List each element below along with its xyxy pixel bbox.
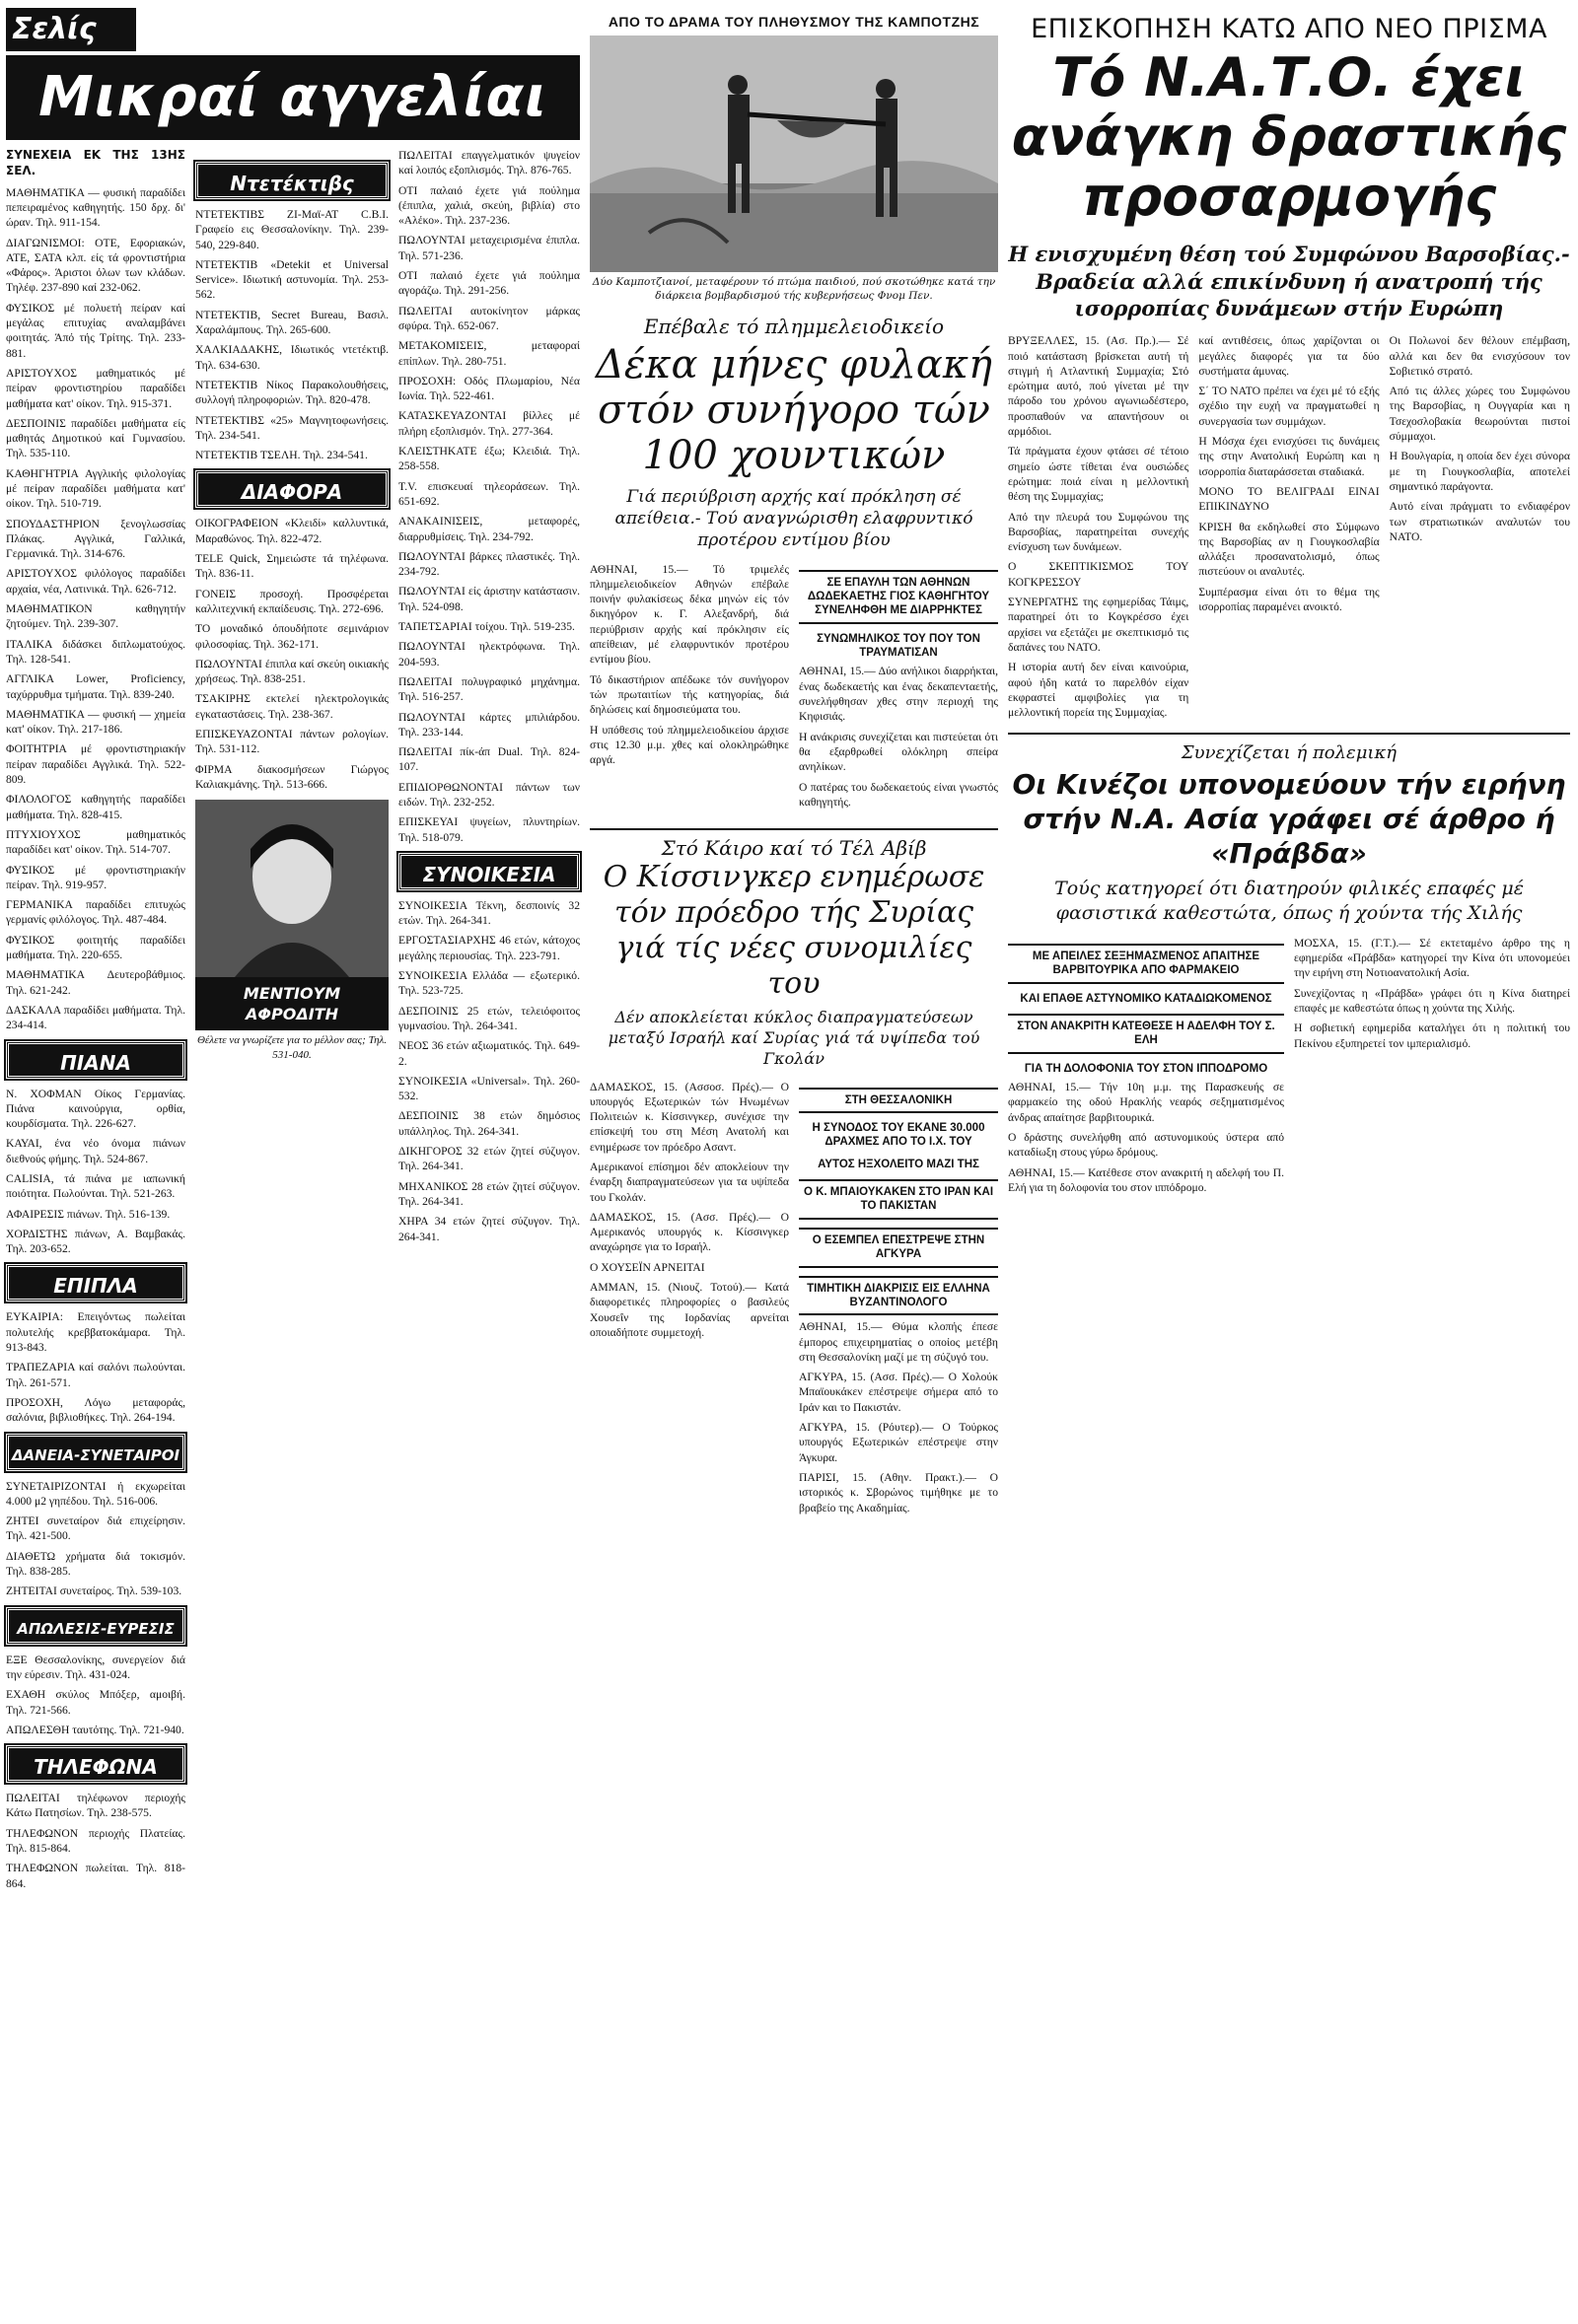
text-paragraph: ΑΝΑΚΑΙΝΙΣΕΙΣ, μεταφορές, διαρρυθμίσεις. Τηλ. 234-792. bbox=[398, 515, 580, 543]
text-paragraph: ΣΥΝΕΡΓΑΤΗΣ της εφημερίδας Τάιμς, παρατηρεί ότι το Κογκρέσσο έχει αρχίσει να εξετάζει με σκεπτικισμό τις δαπάνες του ΝΑΤΟ. bbox=[1008, 596, 1189, 654]
article-deck: Δέν αποκλείεται κύκλος διαπραγματεύσεων μεταξύ Ισραήλ καί Συρίας γιά τά υψίπεδα τού Γκολάν bbox=[608, 1008, 980, 1068]
text-paragraph: ΕΠΙΣΚΕΥΑΙ ψυγείων, πλυντηρίων. Τηλ. 518-079. bbox=[398, 815, 580, 844]
text-paragraph: ΔΑΣΚΑΛΑ παραδίδει μαθήματα. Τηλ. 234-414. bbox=[6, 1003, 185, 1032]
article-body bbox=[1294, 936, 1570, 1200]
text-paragraph: CALISIA, τά πιάνα με ιαπωνική ποιότητα. Πωλούνται. Τηλ. 521-263. bbox=[6, 1171, 185, 1201]
box-subheadline: ΑΥΤΟΣ ΗΞΧΟΛΕΙΤΟ ΜΑΖΙ ΤΗΣ bbox=[818, 1158, 979, 1170]
text-paragraph: ΔΕΣΠΟΙΝΙΣ παραδίδει μαθήματα είς μαθητάς Δημοτικού καί Γυμνασίου. Τηλ. 535-110. bbox=[6, 416, 185, 460]
text-paragraph: ΕΠΙΔΙΟΡΘΩΝΟΝΤΑΙ πάντων των ειδών. Τηλ. 232-252. bbox=[398, 780, 580, 809]
section-header-piana: ΠΙΑΝΑ bbox=[6, 1041, 185, 1079]
text-paragraph: ΠΩΛΟΥΝΤΑΙ είς άριστην κατάστασιν. Τηλ. 524-098. bbox=[398, 585, 580, 613]
china-headline: Οι Κινέζοι υπονομεύουν τήν ειρήνη στήν Ν.Α. Ασία γράφει σέ άρθρο ή «Πράβδα» bbox=[1012, 768, 1566, 871]
text-paragraph: Τά πράγματα έχουν φτάσει σέ τέτοιο σημείο ώστε τίθεται ένα ουσιώδες ερώτημα: ποιά είναι η μελλοντική θέση της Συμμαχίας; bbox=[1008, 445, 1189, 504]
article-kicker: Συνεχίζεται ή πολεμική bbox=[1181, 742, 1398, 764]
text-paragraph: Ν. ΧΟΦΜΑΝ Οίκος Γερμανίας. Πιάνα καινούργια, ορθία, κουρδίσματα. Τηλ. 226-627. bbox=[6, 1087, 185, 1131]
text-paragraph: ΔΑΜΑΣΚΟΣ, 15. (Ασσοσ. Πρές).— Ο υπουργός Εξωτερικών τών Ηνωμένων Πολιτειών κ. Κίσσινγκερ, συνέχισε την επίσκεψή του στη Μέση Ανατολή και ενημέρωσε τον πρόεδρο Ασαντ. bbox=[590, 1080, 789, 1154]
photo-caption: Δύο Καμποτζιανοί, μεταφέρουν τό πτώμα παιδιού, πού σκοτώθηκε κατά την διάρκεια βομβαρδισμού τής κυβερνήσεως Φνομ Πεν. bbox=[592, 276, 996, 302]
ads-list bbox=[6, 1479, 185, 1599]
text-paragraph: Συνεχίζοντας η «Πράβδα» γράφει ότι η Κίνα διατηρεί επαφές με καθεστώτα όπως η χούντα της Χιλής. bbox=[1294, 986, 1570, 1015]
text-paragraph: ΑΘΗΝΑΙ, 15.— Τήν 10η μ.μ. της Παρασκευής σε φαρμακείο της οδού Ηρακλής νεαρός σεξηματισμένος άνδρας απαίτησε βαρβιτουρικά. bbox=[1008, 1081, 1284, 1124]
text-paragraph: Η Βουλγαρία, η οποία δεν έχει σύνορα με τη Γιουγκοσλαβία, αποτελεί σημαντικό παράγοντα. bbox=[1389, 450, 1570, 493]
ads-list bbox=[6, 1087, 185, 1257]
article-body bbox=[1008, 1080, 1284, 1195]
article-body bbox=[799, 664, 998, 810]
text-paragraph: ΑΓΚΥΡΑ, 15. (Ρόυτερ).— Ο Τούρκος υπουργός Εξωτερικών επέστρεψε στην Άγκυρα. bbox=[799, 1421, 998, 1464]
text-paragraph: ΧΑΛΚΙΑΔΑΚΗΣ, Ιδιωτικός ντετέκτιβ. Τηλ. 634-630. bbox=[195, 343, 389, 372]
text-paragraph: ΑΜΜΑΝ, 15. (Νιουζ. Τοτού).— Κατά διαφορετικές πληροφορίες ο βασιλεύς Χουσεΐν της Ιορδανίας αρνείται οποιαδήποτε συμμετοχή. bbox=[590, 1281, 789, 1339]
box-headline: Ο Κ. ΜΠΑΙΟΥΚΑΚΕΝ ΣΤΟ ΙΡΑΝ ΚΑΙ ΤΟ ΠΑΚΙΣΤΑΝ bbox=[799, 1179, 998, 1220]
article-body bbox=[1390, 333, 1570, 725]
text-paragraph: ΠΩΛΕΙΤΑΙ τηλέφωνον περιοχής Κάτω Πατησίων. Τηλ. 238-575. bbox=[6, 1792, 185, 1820]
ads-list bbox=[398, 148, 580, 845]
text-paragraph: ΦΟΙΤΗΤΡΙΑ μέ φροντιστηριακήν πείραν παραδίδει Αγγλικά. Τηλ. 522-809. bbox=[6, 742, 185, 787]
text-paragraph: ΔΙΑΓΩΝΙΣΜΟΙ: ΟΤΕ, Εφοριακών, ΑΤΕ, ΣΑΤΑ κλπ. είς τά φροντιστήρια «Φάρος». Άριστοι όλων των κλάδων. Τηλέφ. 237-890 καί 232-062. bbox=[6, 236, 185, 295]
text-paragraph: ΣΥΝΕΤΑΙΡΙΖΟΝΤΑΙ ή εκχωρείται 4.000 μ2 γηπέδου. Τηλ. 516-006. bbox=[6, 1479, 185, 1508]
text-paragraph: ΑΓΚΥΡΑ, 15. (Ασσ. Πρές).— Ο Χολούκ Μπαϊουκάκεν επέστρεψε σήμερα από το Ιράν και το Πακιστάν. bbox=[799, 1371, 998, 1414]
box-headline: ΤΙΜΗΤΙΚΗ ΔΙΑΚΡΙΣΙΣ ΕΙΣ ΕΛΛΗΝΑ ΒΥΖΑΝΤΙΝΟΛΟΓΟ bbox=[799, 1276, 998, 1316]
text-paragraph: ΝΤΕΤΕΚΤΙΒ ΤΣΕΛΗ. Τηλ. 234-541. bbox=[195, 449, 368, 462]
text-paragraph: ΣΥΝΟΙΚΕΣΙΑ Ελλάδα — εξωτερικό. Τηλ. 523-725. bbox=[398, 969, 580, 998]
text-paragraph: ΠΩΛΟΥΝΤΑΙ έπιπλα καί σκεύη οικιακής χρήσεως. Τηλ. 838-251. bbox=[195, 657, 389, 686]
text-paragraph: ΚΑΤΑΣΚΕΥΑΖΟΝΤΑΙ βίλλες μέ πλήρη εξοπλισμόν. Τηλ. 277-364. bbox=[398, 409, 580, 438]
text-paragraph: ΠΤΥΧΙΟΥΧΟΣ μαθηματικός παραδίδει κατ' οίκον. Τηλ. 514-707. bbox=[6, 827, 185, 857]
text-paragraph: ΠΩΛΟΥΝΤΑΙ ηλεκτρόφωνα. Τηλ. 204-593. bbox=[398, 640, 580, 669]
ads-list bbox=[6, 1309, 185, 1425]
text-paragraph: ΤΟ μοναδικό όπουδήποτε σεμινάριον φιλοσοφίας. Τηλ. 362-171. bbox=[195, 622, 389, 651]
text-paragraph: ΠΩΛΟΥΝΤΑΙ βάρκες πλαστικές. Τηλ. 234-792. bbox=[398, 549, 580, 579]
section-header-tilefona: ΤΗΛΕΦΩΝΑ bbox=[6, 1745, 185, 1783]
text-paragraph: Ο ΣΚΕΠΤΙΚΙΣΜΟΣ ΤΟΥ ΚΟΓΚΡΕΣΣΟΥ bbox=[1008, 560, 1189, 589]
text-paragraph: ΤΡΑΠΕΖΑΡΙΑ καί σαλόνι πωλούνται. Τηλ. 261-571. bbox=[6, 1361, 185, 1389]
center-column bbox=[590, 14, 998, 1520]
article-body bbox=[1198, 333, 1379, 725]
box-subheadline: ΣΥΝΩΜΗΛΙΚΟΣ ΤΟΥ ΠΟΥ ΤΟΝ ΤΡΑΥΜΑΤΙΣΑΝ bbox=[817, 632, 980, 660]
ads-list bbox=[6, 185, 185, 1033]
article-headline: Δέκα μήνες φυλακή στόν συνήγορο τών 100 χουντικών bbox=[595, 342, 993, 479]
text-paragraph: ΜΑΘΗΜΑΤΙΚΑ — φυσική — χημεία κατ' οίκον. Τηλ. 217-186. bbox=[6, 707, 185, 737]
text-paragraph: ΠΩΛΕΙΤΑΙ επαγγελματικόν ψυγείον καί λοιπός εξοπλισμός. Τηλ. 876-765. bbox=[398, 149, 580, 177]
text-paragraph: καί αντιθέσεις, όπως χαρίζονται οι μεγάλες διαφορές για τα δύο συστήματα άμυνας. bbox=[1198, 334, 1380, 378]
article-kicker: Στό Κάιρο καί τό Τέλ Αβίβ bbox=[590, 828, 998, 860]
text-paragraph: Αμερικανοί επίσημοι δέν αποκλείουν την έναρξη διαπραγματεύσεων για τα υψίπεδα του Γκολάν. bbox=[590, 1160, 789, 1204]
text-paragraph: ΟΤΙ παλαιό έχετε γιά πούλημα αγοράζω. Τηλ. 291-256. bbox=[398, 269, 580, 298]
box-subheadline: ΚΑΙ ΕΠΑΘΕ ΑΣΤΥΝΟΜΙΚΟ ΚΑΤΑΔΙΩΚΟΜΕΝΟΣ bbox=[1020, 992, 1272, 1005]
box-headline: ΣΤΗ ΘΕΣΣΑΛΟΝΙΚΗ bbox=[799, 1088, 998, 1113]
cambodia-scene-icon bbox=[590, 35, 998, 272]
section-header-diafora: ΔΙΑΦΟΡΑ bbox=[195, 470, 389, 508]
text-paragraph: ΜΑΘΗΜΑΤΙΚΑ — φυσική παραδίδει πεπειραμένος καθηγητής. 150 δρχ. δι' ώραν. Τηλ. 911-154. bbox=[6, 185, 185, 230]
portrait-silhouette-icon bbox=[195, 800, 389, 977]
text-paragraph: ΜΟΝΟ ΤΟ ΒΕΛΙΓΡΑΔΙ ΕΙΝΑΙ ΕΠΙΚΙΝΔΥΝΟ bbox=[1198, 484, 1380, 514]
text-paragraph: ΕΞΕ Θεσσαλονίκης, συνεργείον διά την εύρεσιν. Τηλ. 431-024. bbox=[6, 1653, 185, 1681]
classifieds-banner: Μικραί αγγελίαι bbox=[6, 55, 580, 140]
ads-list bbox=[6, 1791, 185, 1891]
text-paragraph: ΚΛΕΙΣΤΗΚΑΤΕ έξω; Κλειδιά. Τηλ. 258-558. bbox=[398, 445, 580, 473]
photo-headline: ΑΠΟ ΤΟ ΔΡΑΜΑ ΤΟΥ ΠΛΗΘΥΣΜΟΥ ΤΗΣ ΚΑΜΠΟΤΖΗΣ bbox=[608, 14, 980, 30]
text-paragraph: ΝΤΕΤΕΚΤΙΒΣ ΖΙ-Μαϊ-ΑΤ C.B.I. Γραφείο εις Θεσσαλονίκην. Τηλ. 239-540, 229-840. bbox=[195, 208, 389, 251]
text-paragraph: ΑΦΑΙΡΕΣΙΣ πιάνων. Τηλ. 516-139. bbox=[6, 1207, 171, 1221]
text-paragraph: ΤΣΑΚΙΡΗΣ εκτελεί ηλεκτρολογικάς εγκαταστάσεις. Τηλ. 238-367. bbox=[195, 692, 389, 721]
text-paragraph: ΦΙΡΜΑ διακοσμήσεων Γιώργος Καλιακμάνης. Τηλ. 513-666. bbox=[195, 762, 389, 791]
box-headline: ΣΕ ΕΠΑΥΛΗ ΤΩΝ ΑΘΗΝΩΝ ΔΩΔΕΚΑΕΤΗΣ ΓΙΟΣ ΚΑΘΗΓΗΤΟΥ ΣΥΝΕΛΗΦΘΗ ΜΕ ΔΙΑΡΡΗΚΤΕΣ bbox=[799, 570, 998, 624]
box-headline: ΣΤΟΝ ΑΝΑΚΡΙΤΗ ΚΑΤΕΘΕΣΕ Η ΑΔΕΛΦΗ ΤΟΥ Σ. ΕΛΗ bbox=[1008, 1014, 1284, 1054]
article-body bbox=[799, 1319, 998, 1515]
ads-list bbox=[195, 516, 389, 792]
text-paragraph: ΓΕΡΜΑΝΙΚΑ παραδίδει επιτυχώς γερμανίς φιλόλογος. Τηλ. 487-484. bbox=[6, 898, 185, 927]
text-paragraph: Η ιστορία αυτή δεν είναι καινούρια, αφού ήδη κατά το παρελθόν είχαν εκφραστεί αμφιβολίες για τη μελλοντική πορεία της Συμμαχίας. bbox=[1008, 661, 1189, 720]
box-headline: ΜΕ ΑΠΕΙΛΕΣ ΣΕΞΗΜΑΣΜΕΝΟΣ ΑΠΑΙΤΗΣΕ ΒΑΡΒΙΤΟΥΡΙΚΑ ΑΠΟ ΦΑΡΜΑΚΕΙΟ bbox=[1008, 944, 1284, 984]
text-paragraph: ΠΩΛΕΙΤΑΙ πολυγραφικό μηχάνημα. Τηλ. 516-257. bbox=[398, 674, 580, 704]
text-paragraph: Συμπέρασμα είναι ότι το θέμα της ισορροπίας παραμένει ανοικτό. bbox=[1198, 585, 1380, 614]
text-paragraph: ΜΑΘΗΜΑΤΙΚΟΝ καθηγητήν ζητούμεν. Τηλ. 239-307. bbox=[6, 602, 185, 631]
text-paragraph: Από την πλευρά του Συμφώνου της Βαρσοβίας, παρατηρείται συνεχής ενίσχυση των δυνάμεων. bbox=[1008, 510, 1189, 554]
text-paragraph: ΠΑΡΙΣΙ, 15. (Αθην. Πρακτ.).— Ο ιστορικός κ. Σβορώνος τιμήθηκε με το βραβείο της Ακαδημίας. bbox=[799, 1470, 998, 1514]
cambodia-photo bbox=[590, 35, 998, 272]
text-paragraph: Οι Πολωνοί δεν θέλουν επέμβαση, αλλά και δεν θα ενισχύσουν τον Σοβιετικό στρατό. bbox=[1389, 334, 1570, 378]
text-paragraph: ΑΠΩΛΕΣΘΗ ταυτότης. Τηλ. 721-940. bbox=[6, 1723, 184, 1736]
nato-deck: Η ενισχυμένη θέση τού Συμφώνου Βαρσοβίας.- Βραδεία αλλά επικίνδυνη ή ανατροπή τής ισορροπίας δυνάμεων στήν Ευρώπη bbox=[1008, 242, 1570, 320]
ads-list bbox=[398, 898, 580, 1244]
text-paragraph: ΑΘΗΝΑΙ, 15.— Θύμα κλοπής έπεσε έμπορος επιχειρηματίας ο οποίος μετέβη στη Θεσσαλονίκη μαζί με τη σύζυγό του. bbox=[799, 1320, 998, 1364]
classifieds-column-3 bbox=[398, 148, 580, 1249]
text-paragraph: ΚΑΥΑΙ, ένα νέο όνομα πιάνων διεθνούς φήμης. Τηλ. 524-867. bbox=[6, 1137, 185, 1165]
text-paragraph: ΚΑΘΗΓΗΤΡΙΑ Αγγλικής φιλολογίας μέ πείραν παραδίδει μαθήματα κατ' οίκον. Τηλ. 510-719. bbox=[6, 466, 185, 511]
text-paragraph: ΜΗΧΑΝΙΚΟΣ 28 ετών ζητεί σύζυγον. Τηλ. 264-341. bbox=[398, 1179, 580, 1208]
text-paragraph: Αυτό είναι πράγματι το ενδιαφέρον των στρατιωτικών αναλυτών του ΝΑΤΟ. bbox=[1389, 500, 1570, 543]
article-headline: Ο Κίσσινγκερ ενημέρωσε τόν πρόεδρο τής Συρίας γιά τίς νέες συνομιλίες του bbox=[603, 860, 985, 1002]
text-paragraph: ΒΡΥΞΕΛΛΕΣ, 15. (Ασ. Πρ.).— Σέ ποιό κατάσταση βρίσκεται αυτή τή στιγμή ή Ατλαντική Συμμαχία; Στό ερώτημα αυτό, πού γίνεται μέ την πάροδο του χρόνου αγωνιωδέστερο, προσπαθούν να απαντήσουν οι αρμόδιοι. bbox=[1008, 334, 1189, 439]
text-paragraph: ΝΕΟΣ 36 ετών αξιωματικός. Τηλ. 649-2. bbox=[398, 1039, 580, 1068]
text-paragraph: ΓΟΝΕΙΣ προσοχή. Προσφέρεται καλλιτεχνική εκπαίδευσις. Τηλ. 272-696. bbox=[195, 587, 389, 615]
text-paragraph: ΟΤΙ παλαιό έχετε γιά πούλημα (έπιπλα, χαλιά, σκεύη, βιβλία) στο «Αλέκο». Τηλ. 237-236. bbox=[398, 183, 580, 228]
text-paragraph: Ο ΧΟΥΣΕΪΝ ΑΡΝΕΙΤΑΙ bbox=[590, 1260, 705, 1274]
text-paragraph: ΣΥΝΟΙΚΕΣΙΑ Τέκνη, δεσποινίς 32 ετών. Τηλ. 264-341. bbox=[398, 898, 580, 928]
text-paragraph: ΕΧΑΘΗ σκύλος Μπόξερ, αμοιβή. Τηλ. 721-566. bbox=[6, 1688, 185, 1717]
text-paragraph: ΟΙΚΟΓΡΑΦΕΙΟΝ «Κλειδί» καλλυντικά, Μαραθώνος. Τηλ. 822-472. bbox=[195, 517, 389, 545]
right-column bbox=[1008, 14, 1570, 1200]
text-paragraph: ΚΡΙΣΗ θα εκδηλωθεί στο Σύμφωνο της Βαρσοβίας αν η Γιουγκοσλαβία αλλάξει προσανατολισμό, όπως πιστεύουν οι αναλυτές. bbox=[1198, 520, 1380, 579]
text-paragraph: ΜΕΤΑΚΟΜΙΣΕΙΣ, μεταφοραί επίπλων. Τηλ. 280-751. bbox=[398, 339, 580, 368]
nato-headline: Τό Ν.Α.Τ.Ο. έχει ανάγκη δραστικής προσαρμογής bbox=[1011, 46, 1567, 228]
text-paragraph: ΔΙΑΘΕΤΩ χρήματα διά τοκισμόν. Τηλ. 838-285. bbox=[6, 1549, 185, 1579]
ads-list bbox=[6, 1653, 185, 1737]
text-paragraph: ΝΤΕΤΕΚΤΙΒ «Detekit et Universal Service». Ιδιωτική αστυνομία. Τηλ. 253-562. bbox=[195, 257, 389, 302]
ads-list bbox=[195, 207, 389, 462]
text-paragraph: ΔΕΣΠΟΙΝΙΣ 38 ετών δημόσιος υπάλληλος. Τηλ. 264-341. bbox=[398, 1109, 580, 1138]
text-paragraph: ΧΗΡΑ 34 ετών ζητεί σύζυγον. Τηλ. 264-341. bbox=[398, 1215, 580, 1243]
text-paragraph: Η ανάκρισις συνεχίζεται και πιστεύεται ότι θα εξαρθρωθεί ολόκληρη σπείρα ανηλίκων. bbox=[799, 730, 998, 774]
text-paragraph: Ο πατέρας του δωδεκαετούς είναι γνωστός καθηγητής. bbox=[799, 780, 998, 809]
text-paragraph: ΤΑΠΕΤΣΑΡΙΑΙ τοίχου. Τηλ. 519-235. bbox=[398, 620, 575, 634]
text-paragraph: ΠΡΟΣΟΧΗ: Οδός Πλωμαρίου, Νέα Ιωνία. Τηλ. 522-461. bbox=[398, 374, 580, 403]
text-paragraph: Ο δράστης συνελήφθη από αστυνομικούς ύστερα από καταδίωξη στους γύρω δρόμους. bbox=[1008, 1130, 1284, 1160]
text-paragraph: ΠΩΛΟΥΝΤΑΙ κάρτες μπιλιάρδου. Τηλ. 233-144. bbox=[398, 710, 580, 739]
text-paragraph: ΧΟΡΔΙΣΤΗΣ πιάνων, Α. Βαμβακάς. Τηλ. 203-652. bbox=[6, 1227, 185, 1256]
text-paragraph: Σ΄ ΤΟ ΝΑΤΟ πρέπει να έχει μέ τό εξής σχέδιο την ευχή να πραγματωθεί η συνεργασία των συμμάχων. bbox=[1198, 385, 1380, 428]
text-paragraph: ΦΥΣΙΚΟΣ μέ πολυετή πείραν καί μεγάλας επιτυχίας αναλαμβάνει φοιτητάς. Άπό τής Τρίτης. Τηλ. 233-881. bbox=[6, 301, 185, 360]
text-paragraph: ΝΤΕΤΕΚΤΙΒΣ «25» Μαγνητοφωνήσεις. Τηλ. 234-541. bbox=[195, 413, 389, 442]
text-paragraph: ΠΩΛΕΙΤΑΙ πίκ-άπ Dual. Τηλ. 824-107. bbox=[398, 745, 580, 774]
text-paragraph: ΠΩΛΟΥΝΤΑΙ μεταχειρισμένα έπιπλα. Τηλ. 571-236. bbox=[398, 234, 580, 262]
photo-caption-medium: ΜΕΝΤΙΟΥΜ ΑΦΡΟΔΙΤΗ bbox=[195, 977, 389, 1030]
text-paragraph: ΑΓΓΛΙΚΑ Lower, Proficiency, ταχύρρυθμα τμήματα. Τηλ. 839-240. bbox=[6, 672, 185, 701]
text-paragraph: ΤΗΛΕΦΩΝΟΝ περιοχής Πλατείας. Τηλ. 815-864. bbox=[6, 1826, 185, 1855]
box-subheadline: Η ΣΥΝΟΔΟΣ ΤΟΥ ΕΚΑΝΕ 30.000 ΔΡΑΧΜΕΣ ΑΠΟ ΤΟ Ι.Χ. ΤΟΥ bbox=[812, 1121, 985, 1149]
article-kicker: ΕΠΙΣΚΟΠΗΣΗ ΚΑΤΩ ΑΠΟ ΝΕΟ ΠΡΙΣΜΑ bbox=[1031, 14, 1547, 44]
section-header-epipla: ΕΠΙΠΛΑ bbox=[6, 1264, 185, 1302]
text-paragraph: ΔΙΚΗΓΟΡΟΣ 32 ετών ζητεί σύζυγον. Τηλ. 264-341. bbox=[398, 1145, 580, 1173]
continuation-note: ΣΥΝΕΧΕΙΑ ΕΚ ΤΗΣ 13ΗΣ ΣΕΛ. bbox=[6, 148, 185, 177]
text-paragraph: ΦΥΣΙΚΟΣ μέ φροντιστηριακήν πείραν. Τηλ. 919-957. bbox=[6, 863, 185, 891]
section-divider bbox=[1008, 733, 1570, 735]
text-paragraph: Η υπόθεσις τού πλημμελειοδικείου άρχισε στις 12.30 μ.μ. χθες καί ολοκληρώθηκε αργά. bbox=[590, 723, 789, 767]
article-kicker: Επέβαλε τό πλημμελειοδικείο bbox=[643, 315, 945, 339]
text-paragraph: ΕΡΓΟΣΤΑΣΙΑΡΧΗΣ 46 ετών, κάτοχος μεγάλης περιουσίας. Τηλ. 223-791. bbox=[398, 934, 580, 962]
text-paragraph: ΦΙΛΟΛΟΓΟΣ καθηγητής παραδίδει μαθήματα. Τηλ. 828-415. bbox=[6, 793, 185, 821]
text-paragraph: ΕΠΙΣΚΕΥΑΖΟΝΤΑΙ πάντων ρολογίων. Τηλ. 531-112. bbox=[195, 728, 389, 756]
text-paragraph: ΣΥΝΟΙΚΕΣΙΑ «Universal». Τηλ. 260-532. bbox=[398, 1074, 580, 1103]
text-paragraph: ΖΗΤΕΙΤΑΙ συνεταίρος. Τηλ. 539-103. bbox=[6, 1585, 182, 1598]
text-paragraph: Η σοβιετική εφημερίδα καταλήγει ότι η πολιτική του Πεκίνου εξυπηρετεί τον ιμπεριαλισμό. bbox=[1294, 1021, 1570, 1050]
text-paragraph: ΑΘΗΝΑΙ, 15.— Κατέθεσε στον ανακριτή η αδελφή του Π. Ελή για τη δολοφονία του στον ιππόδρομο. bbox=[1008, 1165, 1284, 1194]
text-paragraph: ΑΘΗΝΑΙ, 15.— Τό τριμελές πλημμελειοδικείον Αθηνών επέβαλε ποινήν φυλακίσεως δέκα μηνών είς τόν δικηγόρον κ. Γ. Αλεξανδρή, διά περιύβρισιν αρχής καί πρόκλησιν είς απείθειαν, μέ ελαφρυντικόν προτέρου εντίμου βίου. bbox=[590, 562, 789, 667]
china-deck: Τούς κατηγορεί ότι διατηρούν φιλικές επαφές μέ φασιστικά καθεστώτα, όπως ή χούντα τής Χιλής bbox=[1054, 878, 1524, 925]
text-paragraph: ΔΕΣΠΟΙΝΙΣ 25 ετών, τελειόφοιτος γυμνασίου. Τηλ. 264-341. bbox=[398, 1004, 580, 1032]
text-paragraph: ΙΤΑΛΙΚΑ διδάσκει διπλωματούχος. Τηλ. 128-541. bbox=[6, 637, 185, 666]
text-paragraph: ΠΡΟΣΟΧΗ, Λόγω μεταφοράς, σαλόνια, βιβλιοθήκες. Τηλ. 264-194. bbox=[6, 1395, 185, 1425]
text-paragraph: ΑΡΙΣΤΟΥΧΟΣ μαθηματικός μέ πείραν φροντιστηρίου παραδίδει μαθήματα κατ' οίκον. Τηλ. 915-371. bbox=[6, 366, 185, 410]
article-body bbox=[590, 562, 789, 815]
text-paragraph: ΝΤΕΤΕΚΤΙΒ Νίκος Παρακολουθήσεις, συλλογή πληροφοριών. Τηλ. 820-478. bbox=[195, 378, 389, 407]
classifieds-column-1 bbox=[6, 148, 185, 1896]
text-paragraph: ΦΥΣΙΚΟΣ φοιτητής παραδίδει μαθήματα. Τηλ. 220-655. bbox=[6, 933, 185, 962]
text-paragraph: ΖΗΤΕΙ συνεταίρον διά επιχείρησιν. Τηλ. 421-500. bbox=[6, 1514, 185, 1543]
text-paragraph: Από τις άλλες χώρες του Συμφώνου της Βαρσοβίας, η Ουγγαρία και η Τσεχοσλοβακία θεωρούνται πιστοί σύμμαχοι. bbox=[1389, 385, 1570, 444]
text-paragraph: ΤΗΛΕΦΩΝΟΝ πωλείται. Τηλ. 818-864. bbox=[6, 1862, 185, 1890]
article-body bbox=[590, 1080, 789, 1520]
article-deck: Γιά περιύβριση αρχής καί πρόκληση σέ απείθεια.- Τού αναγνώρισθη ελαφρυντικό προτέρου εντίμου βίου bbox=[614, 487, 973, 551]
article-body bbox=[1008, 333, 1188, 725]
text-paragraph: ΑΘΗΝΑΙ, 15.— Δύο ανήλικοι διαρρήκται, ένας δωδεκαετής και ένας δεκαπενταετής, συνελήφθησαν χθες στην περιοχή της Κηφισιάς. bbox=[799, 665, 998, 724]
medium-portrait-photo bbox=[195, 800, 389, 977]
text-paragraph: ΔΑΜΑΣΚΟΣ, 15. (Ασσ. Πρές).— Ο Αμερικανός υπουργός κ. Κίσσινγκερ αναχώρησε για το Ισραήλ. bbox=[590, 1210, 789, 1254]
text-paragraph: ΣΠΟΥΔΑΣΤΗΡΙΟΝ ξενογλωσσίας Πλάκας. Αγγλικά, Γαλλικά, Γερμανικά. Τηλ. 314-676. bbox=[6, 517, 185, 561]
section-header-apolesis: ΑΠΩΛΕΣΙΣ-ΕΥΡΕΣΙΣ bbox=[6, 1607, 185, 1645]
text-paragraph: Τ.V. επισκευαί τηλεοράσεων. Τηλ. 651-692. bbox=[398, 479, 580, 508]
box-subheadline: ΓΙΑ ΤΗ ΔΟΛΟΦΟΝΙΑ ΤΟΥ ΣΤΟΝ ΙΠΠΟΔΡΟΜΟ bbox=[1024, 1062, 1268, 1075]
text-paragraph: ΕΥΚΑΙΡΙΑ: Επειγόντως πωλείται πολυτελής κρεββατοκάμαρα. Τηλ. 913-843. bbox=[6, 1310, 185, 1355]
photo-subcaption: Θέλετε να γνωρίζετε για το μέλλον σας; Τηλ. 531-040. bbox=[196, 1034, 388, 1061]
text-paragraph: ΠΩΛΕΙΤΑΙ αυτοκίνητον μάρκας σφύρα. Τηλ. 652-067. bbox=[398, 304, 580, 332]
text-paragraph: Τό δικαστήριον απέδωκε τόν συνήγορον τών πρωταιτίων τής κατηγορίας, διά δηλώσεις καί δημοσιεύματα του. bbox=[590, 672, 789, 717]
text-paragraph: TELE Quick, Σημειώστε τά τηλέφωνα. Τηλ. 836-11. bbox=[195, 552, 389, 581]
box-headline: Ο ΕΣΕΜΠΕΛ ΕΠΕΣΤΡΕΨΕ ΣΤΗΝ ΑΓΚΥΡΑ bbox=[799, 1228, 998, 1268]
classifieds-column-2 bbox=[195, 148, 389, 1062]
section-header-daneia: ΔΑΝΕΙΑ-ΣΥΝΕΤΑΙΡΟΙ bbox=[6, 1434, 185, 1471]
text-paragraph: ΜΟΣΧΑ, 15. (Γ.Τ.).— Σέ εκτεταμένο άρθρο της η εφημερίδα «Πράβδα» κατηγορεί την Κίνα ότι υπονομεύει την ειρήνη στη Νοτιοανατολική Ασία. bbox=[1294, 936, 1570, 980]
text-paragraph: ΑΡΙΣΤΟΥΧΟΣ φιλόλογος παραδίδει αρχαία, νέα, Λατινικά. Τηλ. 626-712. bbox=[6, 567, 185, 596]
section-header-detectives: Ντετέκτιβς bbox=[195, 162, 389, 199]
text-paragraph: Η Μόσχα έχει ενισχύσει τις δυνάμεις της στην Ανατολική Ευρώπη και η ισορροπία διαταράσσεται σταδιακά. bbox=[1198, 435, 1380, 478]
page-number-tag: Σελίς bbox=[6, 8, 136, 51]
section-header-synoikesia: ΣΥΝΟΙΚΕΣΙΑ bbox=[398, 853, 580, 890]
text-paragraph: ΝΤΕΤΕΚΤΙΒ, Secret Bureau, Βασιλ. Χαραλάμπους. Τηλ. 265-600. bbox=[195, 308, 389, 337]
text-paragraph: ΜΑΘΗΜΑΤΙΚΑ Δευτεροβάθμιος. Τηλ. 621-242. bbox=[6, 968, 185, 997]
